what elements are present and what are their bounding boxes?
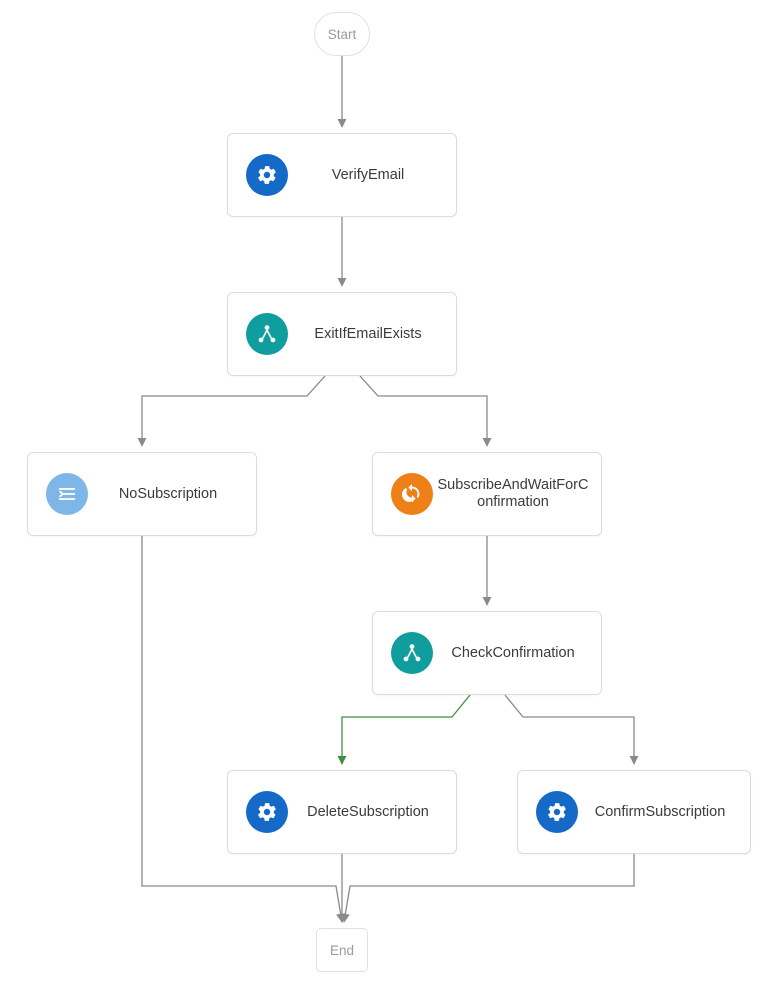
node-label: DeleteSubscription <box>307 803 429 820</box>
loop-icon <box>391 473 433 515</box>
end-terminal-label: End <box>329 942 355 958</box>
edge-nosubscription-to-end <box>142 536 342 922</box>
node-label: ConfirmSubscription <box>594 803 726 820</box>
gear-icon <box>246 154 288 196</box>
node-label: NoSubscription <box>118 485 218 502</box>
decision-fork-icon <box>246 313 288 355</box>
edge-exitifemailexists-to-nosubscription <box>142 376 325 446</box>
node-label: CheckConfirmation <box>451 644 575 661</box>
decision-fork-icon <box>391 632 433 674</box>
node-nosubscription[interactable] <box>27 452 257 536</box>
node-checkconfirmation[interactable] <box>372 611 602 695</box>
gear-icon <box>246 791 288 833</box>
end-terminal[interactable] <box>316 928 368 972</box>
start-terminal-label: Start <box>327 26 357 42</box>
node-label: ExitIfEmailExists <box>314 325 422 342</box>
edge-checkconfirmation-to-confirmsubscription <box>505 695 634 764</box>
node-exitifemailexists[interactable] <box>227 292 457 376</box>
node-verifyemail[interactable] <box>227 133 457 217</box>
node-confirmsubscription[interactable] <box>517 770 751 854</box>
edge-exitifemailexists-to-subscribeandwaitforconfirmation <box>360 376 487 446</box>
node-subscribeandwaitforconfirmation[interactable] <box>372 452 602 536</box>
noop-icon <box>46 473 88 515</box>
edge-checkconfirmation-to-deletesubscription <box>342 695 470 764</box>
gear-icon <box>536 791 578 833</box>
node-label: VerifyEmail <box>331 166 405 183</box>
node-label: SubscribeAndWaitForConfirmation <box>437 477 589 510</box>
node-deletesubscription[interactable] <box>227 770 457 854</box>
edge-confirmsubscription-to-end <box>344 854 634 922</box>
start-terminal[interactable] <box>314 12 370 56</box>
